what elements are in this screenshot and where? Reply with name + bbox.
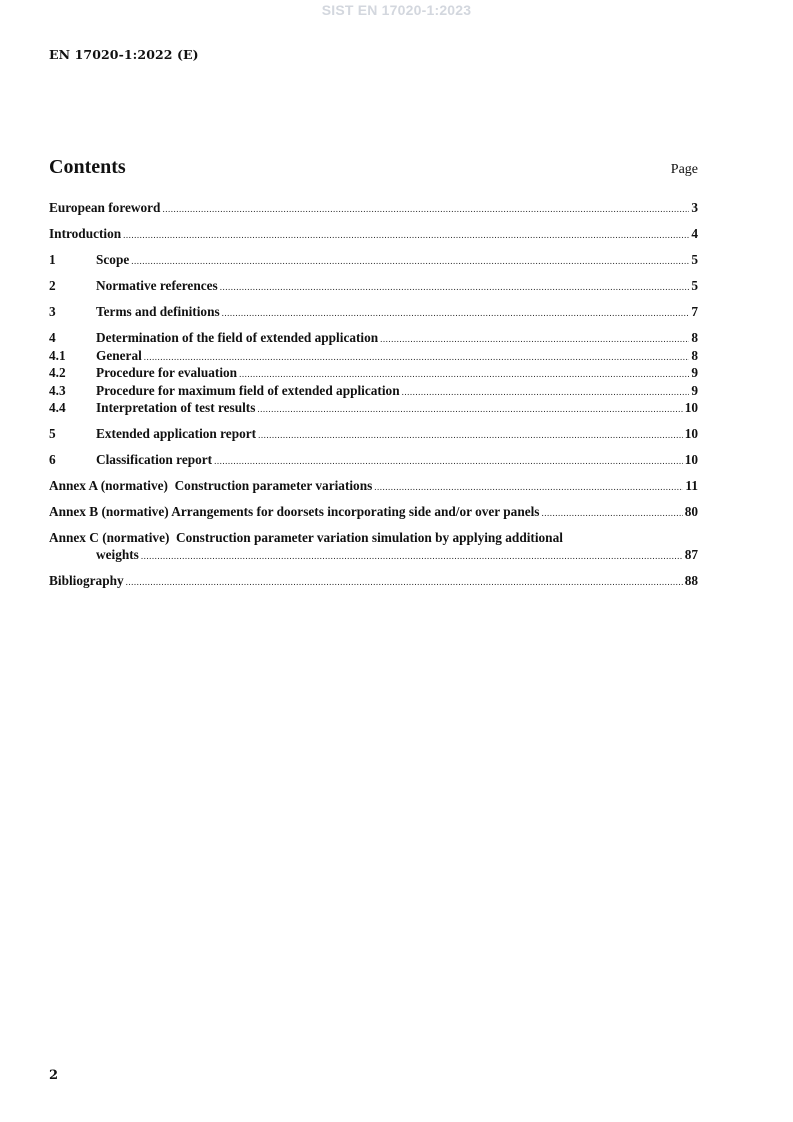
toc-entry-determination[interactable] (49, 330, 698, 348)
dot-leader (257, 401, 682, 418)
toc-entry-title: Annex B (normative) Arrangements for doorsets incorporating side and/or over panels (49, 504, 540, 519)
document-id: EN 17020-1:2022 (E) (49, 47, 199, 62)
toc-entry-procedure-maximum-field[interactable] (49, 383, 698, 401)
toc-entry-number: 2 (49, 278, 56, 293)
toc-entry-scope[interactable] (49, 252, 698, 270)
dot-leader (214, 453, 683, 470)
toc-entry-number: 4.4 (49, 400, 66, 415)
dot-leader (374, 479, 683, 496)
dot-leader (126, 574, 683, 591)
dot-leader (380, 331, 689, 348)
dot-leader (144, 349, 690, 366)
toc-entry-interpretation[interactable] (49, 400, 698, 418)
toc-entry-title: Annex C (normative) Construction parameter variation simulation by applying additional (49, 530, 563, 545)
toc-entry-title: Extended application report (96, 426, 257, 441)
toc-entry-annex-b[interactable] (49, 504, 698, 522)
toc-entry-number: 1 (49, 252, 56, 267)
toc-entry-number: 4 (49, 330, 56, 345)
toc-entry-page: 9 (691, 365, 698, 380)
dot-leader (258, 427, 683, 444)
dot-leader (123, 227, 689, 244)
dot-leader (131, 253, 689, 270)
toc-entry-number: 3 (49, 304, 56, 319)
toc-entry-page: 87 (684, 546, 698, 562)
dot-leader (239, 366, 689, 383)
contents-heading: Contents (49, 156, 126, 178)
page-column-label: Page (670, 162, 698, 177)
dot-leader (402, 384, 690, 401)
toc-entry-number: 6 (49, 452, 56, 467)
toc-entry-page: 4 (691, 226, 698, 241)
toc-entry-bibliography[interactable] (49, 573, 698, 591)
toc-entry-page: 8 (691, 330, 698, 345)
toc-entry-page: 10 (684, 400, 698, 415)
toc-entry-title: Bibliography (49, 572, 124, 588)
dot-leader (222, 305, 690, 322)
toc-entry-page: 5 (691, 278, 698, 293)
toc-entry-page: 10 (684, 452, 698, 467)
toc-entry-page: 10 (684, 426, 698, 441)
toc-entry-title-continuation: weights (96, 546, 139, 562)
toc-entry-title: Scope (96, 252, 130, 267)
toc-entry-title: Procedure for maximum field of extended application (96, 382, 400, 398)
toc-entry-introduction[interactable] (49, 226, 698, 244)
dot-leader (162, 201, 689, 218)
toc-entry-annex-a[interactable] (49, 478, 698, 496)
toc-entry-title: Introduction (49, 226, 122, 241)
toc-entry-number: 4.3 (49, 382, 66, 398)
toc-entry-title: Classification report (96, 452, 213, 467)
toc-entry-page: 88 (684, 572, 698, 588)
toc-entry-title: Determination of the field of extended application (96, 330, 379, 345)
table-of-contents (49, 200, 698, 590)
toc-entry-extended-application-report[interactable] (49, 426, 698, 444)
toc-entry-title: Terms and definitions (96, 304, 220, 319)
toc-entry-classification-report[interactable] (49, 452, 698, 470)
toc-entry-title: General (96, 347, 142, 363)
toc-entry-title-continuation-row (49, 547, 698, 565)
toc-entry-page: 9 (691, 382, 698, 398)
dot-leader (220, 279, 690, 296)
toc-entry-title: Annex A (normative) Construction parameter variations (49, 478, 373, 493)
toc-entry-terms-and-definitions[interactable] (49, 304, 698, 322)
toc-entry-title: European foreword (49, 200, 161, 215)
toc-entry-page: 7 (691, 304, 698, 319)
toc-entry-general[interactable] (49, 348, 698, 366)
toc-entry-title: Interpretation of test results (96, 400, 256, 415)
toc-entry-page: 3 (691, 200, 698, 215)
toc-entry-page: 11 (685, 478, 698, 493)
toc-entry-normative-references[interactable] (49, 278, 698, 296)
toc-entry-number: 4.1 (49, 347, 66, 363)
toc-entry-number: 4.2 (49, 365, 66, 380)
toc-entry-title: Normative references (96, 278, 218, 293)
dot-leader (141, 548, 683, 565)
toc-entry-procedure-evaluation[interactable] (49, 365, 698, 383)
toc-entry-number: 5 (49, 426, 56, 441)
dot-leader (542, 505, 683, 522)
toc-entry-annex-c[interactable] (49, 530, 698, 564)
toc-entry-european-foreword[interactable] (49, 200, 698, 218)
toc-entry-page: 5 (691, 252, 698, 267)
watermark: SIST EN 17020-1:2023 (321, 2, 472, 18)
page-number: 2 (49, 1068, 59, 1083)
toc-entry-page: 80 (684, 504, 698, 519)
toc-entry-page: 8 (691, 347, 698, 363)
toc-entry-title: Procedure for evaluation (96, 365, 238, 380)
